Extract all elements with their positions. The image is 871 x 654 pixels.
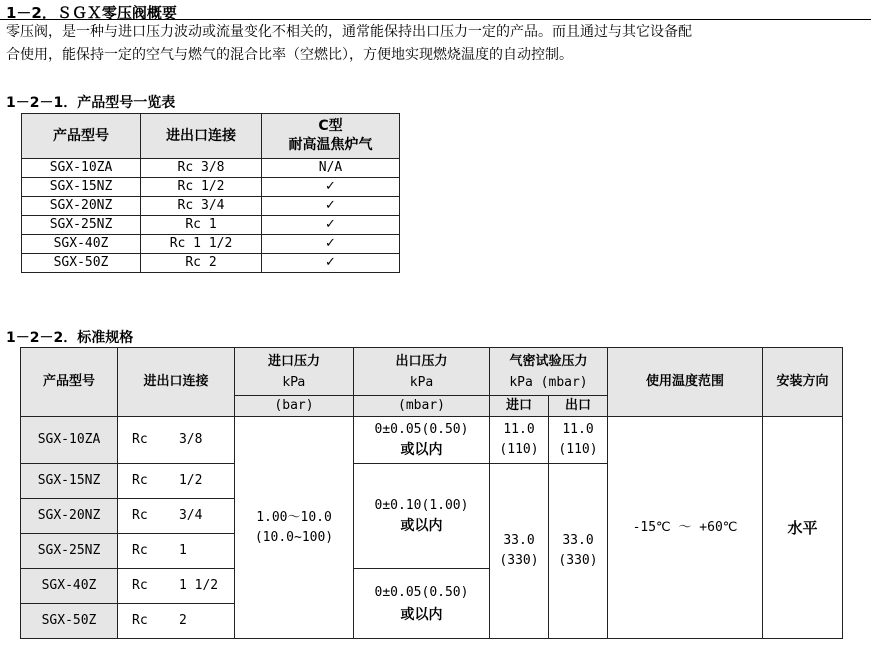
- specification-table: [20, 347, 843, 639]
- table-row: [22, 197, 400, 216]
- header-outlet-title: 出口压力: [395, 353, 448, 369]
- c-type-cell: ✓: [262, 216, 400, 235]
- connection-cell: Rc 3/8: [141, 159, 262, 178]
- model-cell: SGX-20NZ: [21, 499, 118, 534]
- connection-cell: Rc 1: [141, 216, 262, 235]
- outlet-value: 0±0.05(0.50): [374, 584, 469, 600]
- conn-type: Rc: [132, 543, 148, 558]
- model-cell: SGX-10ZA: [22, 159, 141, 178]
- temperature-range-cell: -15℃ ～ +60℃: [608, 417, 763, 639]
- header-inlet-unit-bar: (bar): [235, 396, 354, 417]
- header-c-type-line1: C型: [318, 118, 343, 134]
- outlet-qualifier: 或以内: [400, 606, 443, 623]
- outlet-value: 0±0.05(0.50): [374, 422, 469, 437]
- leak-inlet-cell: [490, 464, 549, 639]
- conn-type: Rc: [132, 473, 148, 488]
- outlet-pressure-cell: [354, 569, 490, 639]
- header-model: 产品型号: [21, 348, 118, 417]
- connection-cell: [118, 417, 235, 464]
- header-mounting: 安装方向: [763, 348, 843, 417]
- table-row: [22, 159, 400, 178]
- header-c-type-line2: 耐高温焦炉气: [288, 137, 373, 153]
- intro-line-1: 零压阀，是一种与进口压力波动或流量变化不相关的，通常能保持出口压力一定的产品。而且通过与其它设备配: [6, 24, 692, 40]
- leak-inlet-cell: [490, 417, 549, 464]
- conn-size: 1: [178, 543, 187, 558]
- leak-inlet-kpa: 33.0: [503, 533, 535, 548]
- outlet-value: 0±0.10(1.00): [374, 498, 469, 513]
- leak-inlet-kpa: 11.0: [503, 422, 535, 437]
- leak-outlet-kpa: 11.0: [562, 422, 594, 437]
- leak-inlet-mbar: (110): [499, 442, 539, 457]
- c-type-cell: ✓: [262, 178, 400, 197]
- model-cell: SGX-15NZ: [22, 178, 141, 197]
- inlet-range-bar: (10.0~100): [254, 529, 334, 545]
- header-connection: 进出口连接: [118, 348, 235, 417]
- model-cell: SGX-20NZ: [22, 197, 141, 216]
- outlet-pressure-cell: [354, 464, 490, 569]
- connection-cell: Rc 2: [141, 254, 262, 273]
- connection-cell: [118, 569, 235, 604]
- model-cell: SGX-10ZA: [21, 417, 118, 464]
- mounting-cell: 水平: [763, 417, 843, 639]
- leak-outlet-kpa: 33.0: [562, 533, 594, 548]
- conn-size: 2: [178, 613, 187, 628]
- table-row: [22, 254, 400, 273]
- header-inlet-title: 进口压力: [267, 353, 320, 369]
- inlet-range: 1.00～10.0: [256, 509, 332, 525]
- leak-outlet-mbar: (110): [558, 442, 598, 457]
- conn-type: Rc: [132, 432, 148, 447]
- header-leak-title: 气密试验压力: [509, 353, 588, 369]
- header-temperature-range: 使用温度范围: [608, 348, 763, 417]
- connection-cell: [118, 499, 235, 534]
- header-inlet-pressure: [235, 348, 354, 396]
- header-outlet-unit-mbar: (mbar): [354, 396, 490, 417]
- c-type-cell: ✓: [262, 235, 400, 254]
- table-row: [22, 235, 400, 254]
- model-cell: SGX-50Z: [22, 254, 141, 273]
- table-row: [22, 178, 400, 197]
- model-cell: SGX-25NZ: [21, 534, 118, 569]
- header-inlet-unit: kPa: [282, 374, 306, 390]
- product-model-table: [21, 113, 400, 273]
- model-cell: SGX-50Z: [21, 604, 118, 639]
- header-leak-outlet: 出口: [549, 396, 608, 417]
- leak-outlet-cell: [549, 417, 608, 464]
- header-leak-test-pressure: [490, 348, 608, 396]
- leak-outlet-cell: [549, 464, 608, 639]
- header-connection: 进出口连接: [141, 114, 262, 159]
- conn-size: 3/8: [178, 432, 203, 447]
- table1-heading: 1－2－1．产品型号一览表: [6, 95, 176, 111]
- conn-size: 1 1/2: [178, 578, 219, 593]
- conn-type: Rc: [132, 508, 148, 523]
- conn-size: 1/2: [178, 473, 203, 488]
- connection-cell: Rc 3/4: [141, 197, 262, 216]
- intro-paragraph: [6, 21, 868, 67]
- table-header-row: [22, 114, 400, 159]
- header-c-type: [262, 114, 400, 159]
- model-cell: SGX-25NZ: [22, 216, 141, 235]
- model-cell: SGX-40Z: [22, 235, 141, 254]
- header-outlet-unit: kPa: [409, 374, 434, 390]
- outlet-qualifier: 或以内: [400, 442, 443, 458]
- conn-type: Rc: [132, 613, 148, 628]
- connection-cell: [118, 464, 235, 499]
- model-cell: SGX-15NZ: [21, 464, 118, 499]
- table-row: [21, 417, 843, 464]
- intro-line-2: 合使用，能保持一定的空气与燃气的混合比率（空燃比），方便地实现燃烧温度的自动控制。: [6, 47, 573, 63]
- connection-cell: [118, 534, 235, 569]
- outlet-pressure-cell: [354, 417, 490, 464]
- c-type-cell: ✓: [262, 197, 400, 216]
- connection-cell: [118, 604, 235, 639]
- header-leak-unit: kPa (mbar): [509, 374, 588, 390]
- table-row: [22, 216, 400, 235]
- table-header-row: [21, 348, 843, 396]
- header-outlet-pressure: [354, 348, 490, 396]
- outlet-qualifier: 或以内: [400, 518, 443, 534]
- section-title: 1－2．ＳＧＸ零压阀概要: [6, 4, 177, 22]
- model-cell: SGX-40Z: [21, 569, 118, 604]
- conn-size: 3/4: [178, 508, 203, 523]
- c-type-cell: N/A: [262, 159, 400, 178]
- header-leak-inlet: 进口: [490, 396, 549, 417]
- header-model: 产品型号: [22, 114, 141, 159]
- connection-cell: Rc 1/2: [141, 178, 262, 197]
- inlet-pressure-cell: [235, 417, 354, 639]
- leak-inlet-mbar: (330): [499, 553, 539, 568]
- conn-type: Rc: [132, 578, 148, 593]
- connection-cell: Rc 1 1/2: [141, 235, 262, 254]
- table2-heading: 1－2－2．标准规格: [6, 330, 134, 346]
- c-type-cell: ✓: [262, 254, 400, 273]
- leak-outlet-mbar: (330): [558, 553, 598, 568]
- title-rule: [0, 19, 871, 20]
